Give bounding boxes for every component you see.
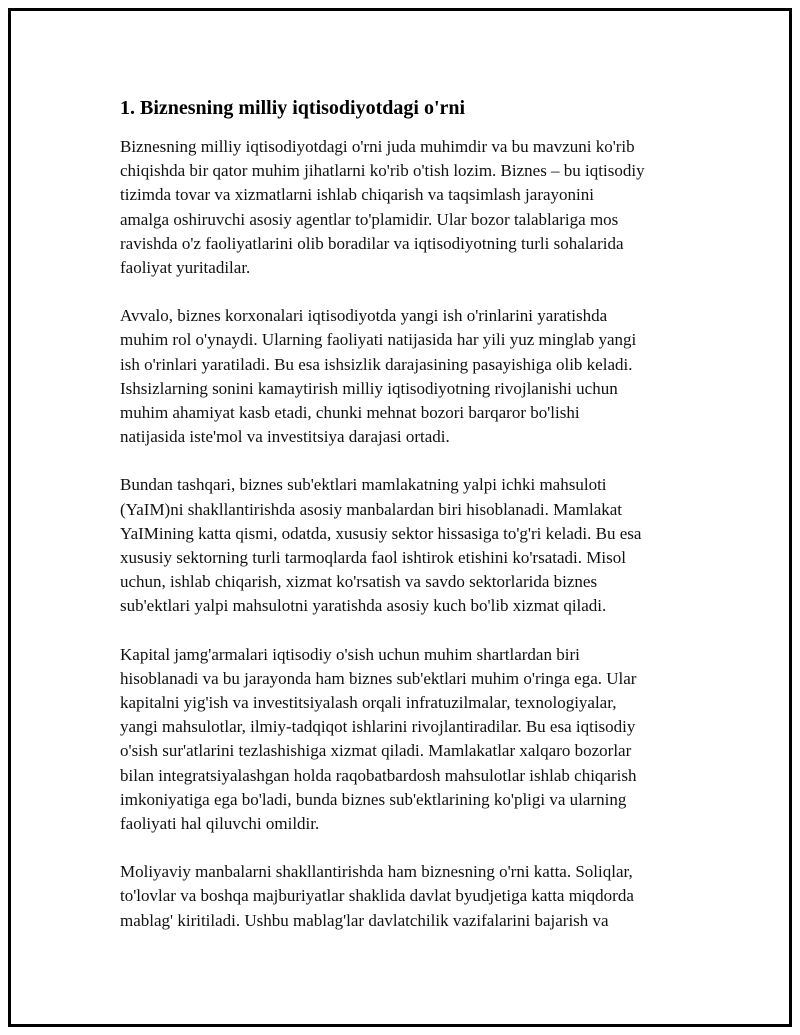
paragraph-capital-accumulation: Kapital jamg'armalari iqtisodiy o'sish uchun muhim shartlardan biri hisoblanadi va bu jarayonda ham biznes sub'ektlari muhim o'ringa ega. Ular kapitalni yig'ish va investitsiyalash orqali infratuzilmalar, texnologiyalar, yangi mahsulotlar, ilmiy-tadqiqot ishlarini rivojlantiradilar. Bu esa iqtisodiy o'sish sur'atlarini tezlashishiga xizmat qiladi. Mamlakatlar xalqaro bozorlar bilan integratsiyalashgan holda raqobatbardosh mahsulotlar ishlab chiqarish imkoniyatiga ega bo'ladi, bunda biznes sub'ektlarining ko'pligi va ularning faoliyati hal qiluvchi omildir. <box>120 644 637 834</box>
paragraph-gdp-contribution: Bundan tashqari, biznes sub'ektlari mamlakatning yalpi ichki mahsuloti (YaIM)ni shakllantirishda asosiy manbalardan biri hisoblanadi. Mamlakat YaIMining katta qismi, odatda, xususiy sektor hissasiga to'g'ri keladi. Bu esa xususiy sektorning turli tarmoqlarda faol ishtirok etishini ko'rsatadi. Misol uchun, ishlab chiqarish, xizmat ko'rsatish va savdo sektorlarida biznes sub'ektlari yalpi mahsulotni yaratishda asosiy kuch bo'lib xizmat qiladi. <box>120 475 642 616</box>
section-heading: 1. Biznesning milliy iqtisodiyotdagi o'rni <box>120 97 466 119</box>
page-frame <box>8 8 792 1027</box>
paragraph-job-creation: Avvalo, biznes korxonalari iqtisodiyotda yangi ish o'rinlarini yaratishda muhim rol o'ynaydi. Ularning faoliyati natijasida har yili yuz minglab yangi ish o'rinlari yaratiladi. Bu esa ishsizlik darajasining pasayishiga olib keladi. Ishsizlarning sonini kamaytirish milliy iqtisodiyotning rivojlanishi uchun muhim ahamiyat kasb etadi, chunki mehnat bozori barqaror bo'lishi natijasida iste'mol va investitsiya darajasi ortadi. <box>120 306 637 447</box>
paragraph-financial-resources: Moliyaviy manbalarni shakllantirishda ham biznesning o'rni katta. Soliqlar, to'lovlar va boshqa majburiyatlar shaklida davlat byudjetiga katta miqdorda mablag' kiritiladi. Ushbu mablag'lar davlatchilik vazifalarini bajarish va <box>120 862 634 930</box>
document-body <box>120 93 680 957</box>
paragraph-role-of-business: Biznesning milliy iqtisodiyotdagi o'rni juda muhimdir va bu mavzuni ko'rib chiqishda bir qator muhim jihatlarni ko'rib o'tish lozim. Biznes – bu iqtisodiy tizimda tovar va xizmatlarni ishlab chiqarish va taqsimlash jarayonini amalga oshiruvchi asosiy agentlar to'plamidir. Ular bozor talablariga mos ravishda o'z faoliyatlarini olib boradilar va iqtisodiyotning turli sohalarida faoliyat yuritadilar. <box>120 137 645 278</box>
